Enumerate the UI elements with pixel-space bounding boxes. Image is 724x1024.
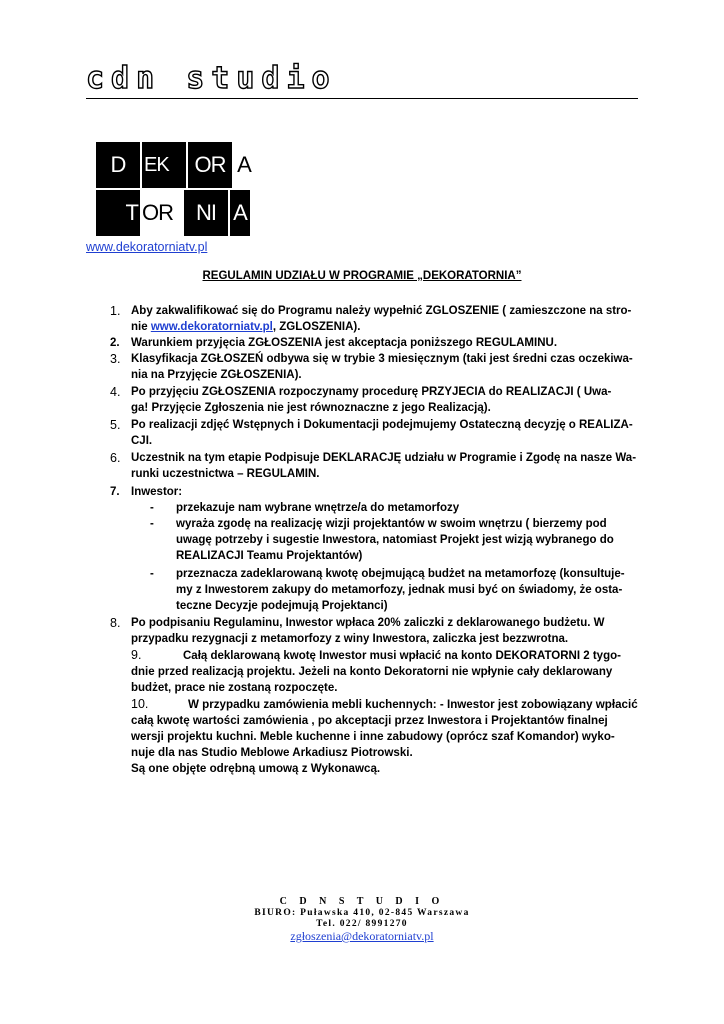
item-line: nuje dla nas Studio Meblowe Arkadiusz Piotrowski. — [131, 746, 413, 759]
item-line-text: nie — [131, 321, 151, 333]
list-item — [131, 615, 641, 647]
item-line: budżet, prace nie zostaną rozpoczęte. — [131, 682, 338, 694]
item-line: CJI. — [131, 435, 153, 447]
sub-item-line: teczne Decyzje podejmują Projektanci) — [176, 600, 388, 612]
item-line: Inwestor: — [131, 486, 183, 498]
item-line: nia na Przyjęcie ZGŁOSZENIA). — [131, 369, 302, 381]
logo-row-1 — [96, 142, 256, 188]
logo-tile: A — [230, 190, 250, 236]
item-first-line: Całą deklarowaną kwotę Inwestor musi wpłacić na konto DEKORATORNI 2 tygo- — [183, 650, 621, 662]
item-line: wersji projektu kuchni. Meble kuchenne i inne zabudowy (oprócz szaf Komandor) wyko- — [131, 730, 615, 743]
item-number: 6. — [110, 451, 121, 465]
document-title: REGULAMIN UDZIAŁU W PROGRAMIE „DEKORATORNIA” — [202, 270, 522, 282]
list-item — [131, 335, 641, 351]
sub-item-line: wyraża zgodę na realizację wizji projektantów w swoim wnętrzu ( bierzemy pod — [176, 518, 607, 530]
list-item — [131, 450, 641, 482]
logo-tile: EK — [142, 142, 186, 188]
footer-address: BIURO: Puławska 410, 02-845 Warszawa — [254, 908, 470, 918]
item-number: 9. — [131, 648, 142, 662]
sub-list-item — [150, 566, 652, 614]
item-line: Uczestnik na tym etapie Podpisuje DEKLARACJĘ udziału w Programie i Zgodę na nasze Wa- — [131, 452, 637, 464]
list-item — [131, 384, 641, 416]
item-line: Warunkiem przyjęcia ZGŁOSZENIA jest akceptacja poniższego REGULAMINU. — [131, 337, 558, 349]
logo-row-2 — [96, 190, 256, 236]
list-item — [131, 351, 641, 383]
list-item — [131, 303, 641, 335]
item-line: Po realizacji zdjęć Wstępnych i Dokumentacji podejmujemy Ostateczną decyzję o REALIZA- — [131, 419, 633, 431]
item-number: 5. — [110, 418, 121, 432]
item-line — [131, 647, 641, 664]
item-number: 1. — [110, 304, 121, 318]
item-line: Aby zakwalifikować się do Programu należy wypełnić ZGLOSZENIE ( zamieszczone na stro- — [131, 305, 632, 317]
list-item — [131, 417, 641, 449]
item-number: 8. — [110, 616, 121, 630]
website-link[interactable]: www.dekoratorniatv.pl — [86, 240, 208, 254]
item-line: Klasyfikacja ZGŁOSZEŃ odbywa się w trybie 3 miesięcznym (taki jest średni czas oczekiwa- — [131, 353, 633, 365]
item-line: całą kwotę wartości zamówienia , po akceptacji przez Inwestora i Projektantów finalnej — [131, 714, 608, 727]
item-number: 7. — [110, 486, 120, 498]
logo-tile: D — [96, 142, 140, 188]
footer-email-link[interactable]: zgłoszenia@dekoratorniatv.pl — [290, 929, 434, 943]
item-line: Po podpisaniu Regulaminu, Inwestor wpłaca 20% zaliczki z deklarowanego budżetu. W — [131, 617, 605, 629]
logo-tile: OR — [142, 190, 182, 236]
item-line: Po przyjęciu ZGŁOSZENIA rozpoczynamy procedurę PRZYJECIA do REALIZACJI ( Uwa- — [131, 386, 612, 398]
list-item — [131, 647, 641, 696]
item-first-line: W przypadku zamówienia mebli kuchennych: - Inwestor jest zobowiązany wpłacić — [188, 698, 638, 711]
sub-item-line: REALIZACJI Teamu Projektantów) — [176, 550, 363, 562]
dash-bullet: - — [150, 568, 154, 580]
dekoratornia-logo — [96, 142, 256, 238]
footer-phone: Tel. 022/ 8991270 — [316, 919, 408, 929]
website-link-inline[interactable]: www.dekoratorniatv.pl — [150, 321, 273, 333]
sub-item-line: uwagę potrzeby i sugestie Inwestora, natomiast Projekt jest wizją wybranego do — [176, 534, 614, 546]
sub-item-line: przekazuje nam wybrane wnętrze/a do metamorfozy — [176, 502, 460, 514]
item-number: 2. — [110, 337, 120, 349]
item-line — [131, 696, 641, 713]
item-number: 10. — [131, 697, 149, 711]
logo-tile: T — [96, 190, 140, 236]
list-item — [131, 696, 641, 777]
item-line: runki uczestnictwa – REGULAMIN. — [131, 468, 320, 480]
item-line-tail: , ZGLOSZENIA). — [272, 321, 361, 333]
logo-tile: A — [234, 142, 254, 188]
sub-list-item — [150, 500, 652, 516]
cdn-studio-banner: cdn studio — [86, 66, 638, 99]
dash-bullet: - — [150, 502, 154, 514]
item-line — [131, 319, 641, 335]
sub-list-item — [150, 516, 652, 564]
sub-item-line: my z Inwestorem zakupy do metamorfozy, jednak musi być on świadomy, że osta- — [176, 584, 623, 596]
item-number: 4. — [110, 385, 121, 399]
footer-company-name: C D N S T U D I O — [279, 896, 445, 907]
dash-bullet: - — [150, 518, 154, 530]
logo-tile: OR — [188, 142, 232, 188]
sub-item-line: przeznacza zadeklarowaną kwotę obejmującą budżet na metamorfozę (konsultuje- — [176, 568, 625, 580]
item-line: ga! Przyjęcie Zgłoszenia nie jest równoznaczne z jego Realizacją). — [131, 402, 491, 414]
list-item — [131, 484, 641, 500]
item-number: 3. — [110, 352, 121, 366]
item-line: Są one objęte odrębną umową z Wykonawcą. — [131, 762, 381, 775]
item-line: dnie przed realizacją projektu. Jeżeli na konto Dekoratorni nie wpłynie cały deklarowany — [131, 666, 613, 678]
logo-tile: NI — [184, 190, 228, 236]
item-line: przypadku rezygnacji z metamorfozy z winy Inwestora, zaliczka jest bezzwrotna. — [131, 633, 569, 645]
